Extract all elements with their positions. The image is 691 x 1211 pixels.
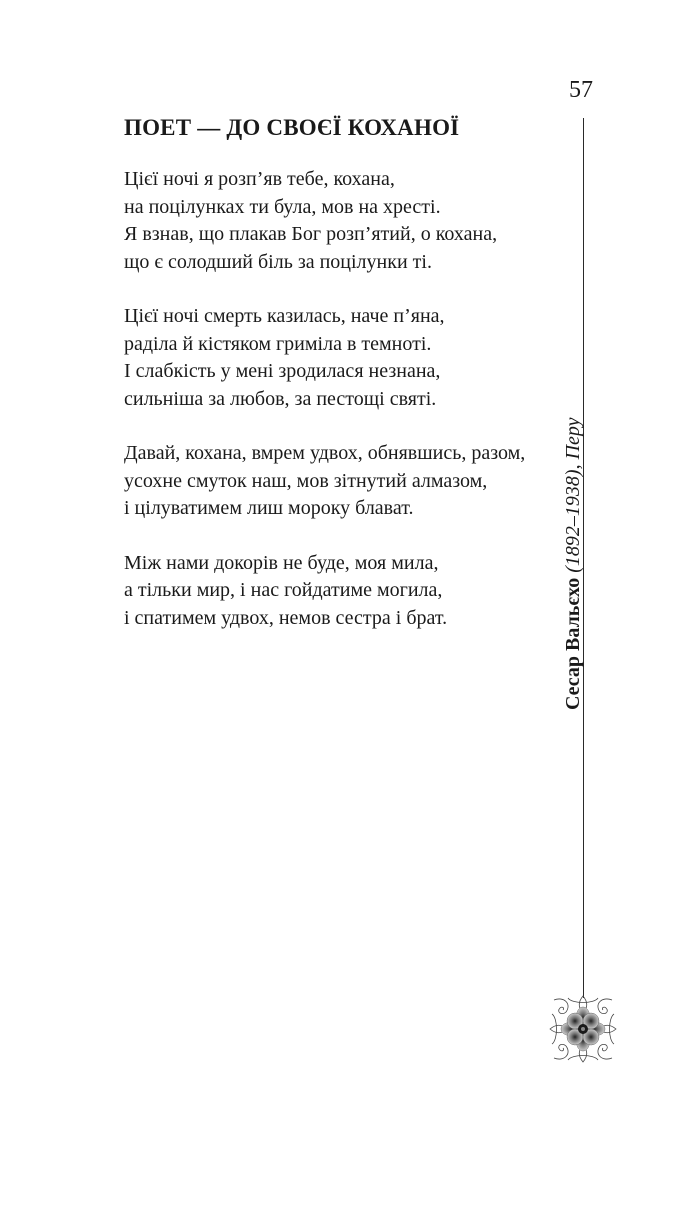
stanza <box>124 166 564 276</box>
poem-line: раділа й кістяком гриміла в темноті. <box>124 332 432 355</box>
poem-line: Давай, кохана, вмрем удвох, обнявшись, разом, <box>124 442 526 464</box>
poem-title: ПОЕТ — ДО СВОЄЇ КОХАНОЇ <box>124 115 460 140</box>
poem-line: сильніша за любов, за пестощі святі. <box>124 387 437 410</box>
poem-line: І слабкість у мені зродилася незнана, <box>124 360 441 382</box>
author-years: (1892–1938) <box>562 469 584 573</box>
poem-line: Між нами докорів не буде, моя мила, <box>124 551 439 574</box>
stanza <box>124 440 564 523</box>
poem-line: і спатимем удвох, немов сестра і брат. <box>124 606 448 629</box>
poem-line: а тільки мир, і нас гойдатиме могила, <box>124 579 443 601</box>
floral-ornament-icon <box>548 994 618 1064</box>
poem-line: і цілуватимем лиш мороку блават. <box>124 497 414 519</box>
poem-line: що є солодший біль за поцілунки ті. <box>124 250 432 273</box>
author-country: Перу <box>562 417 584 460</box>
poem-line: усохне смуток наш, мов зітнутий алмазом, <box>124 469 488 492</box>
page-number: 57 <box>569 77 593 103</box>
stanza <box>124 550 564 633</box>
poem-line: на поцілунках ти була, мов на хресті. <box>124 195 441 218</box>
poem-line: Я взнав, що плакав Бог розп’ятий, о кохана, <box>124 223 498 245</box>
poem-line: Цієї ночі смерть казилась, наче п’яна, <box>124 305 445 327</box>
side-caption-text <box>562 417 584 710</box>
poem-body <box>124 166 564 659</box>
author-name: Сесар Вальєхо <box>562 577 584 710</box>
stanza <box>124 303 564 413</box>
poem-line: Цієї ночі я розп’яв тебе, кохана, <box>124 168 395 190</box>
caption-separator: , <box>562 464 584 470</box>
